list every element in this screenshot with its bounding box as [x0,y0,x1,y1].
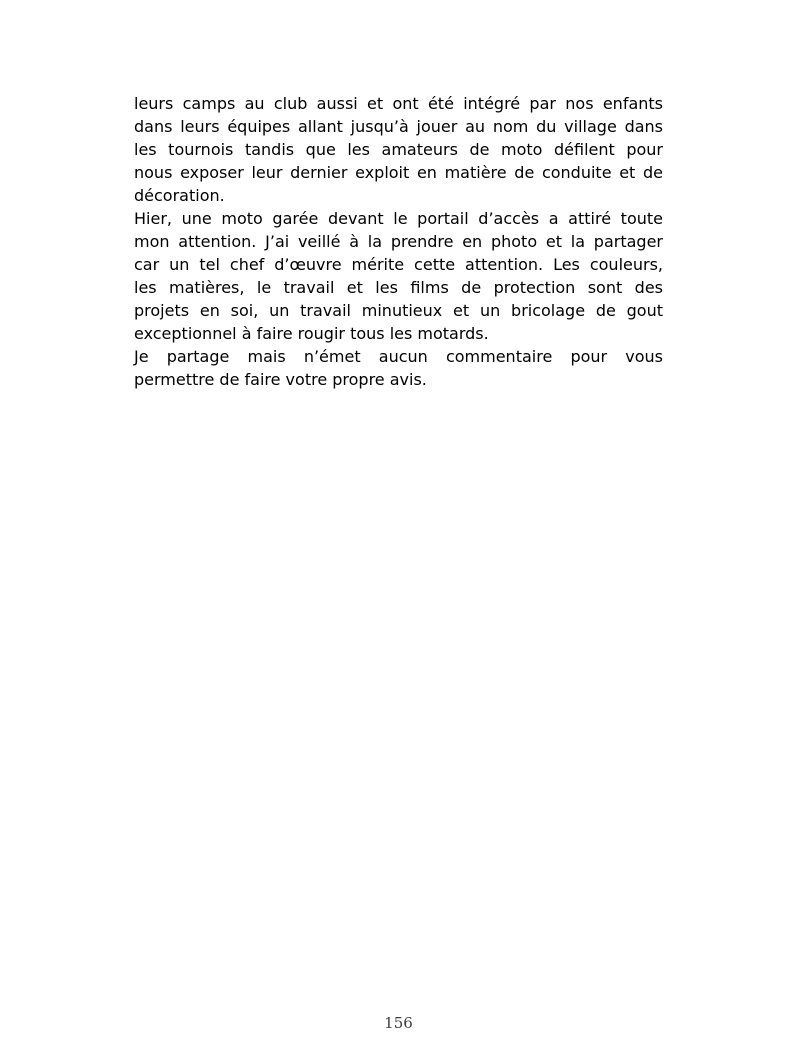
text-line: mon attention. J’ai veillé à la prendre en photo et la partager [134,232,663,251]
text-line: nous exposer leur dernier exploit en matière de conduite et de [134,163,663,182]
paragraph [134,207,663,345]
body-text [134,92,663,391]
paragraph [134,345,663,391]
paragraph [134,92,663,207]
text-line: leurs camps au club aussi et ont été intégré par nos enfants [134,94,663,113]
text-line: dans leurs équipes allant jusqu’à jouer au nom du village dans [134,117,663,136]
text-line: exceptionnel à faire rougir tous les motards. [134,324,489,343]
page-number: 156 [384,1014,413,1032]
text-line: les matières, le travail et les films de protection sont des [134,278,663,297]
text-line: Je partage mais n’émet aucun commentaire pour vous [134,347,663,366]
text-line: projets en soi, un travail minutieux et un bricolage de gout [134,301,663,320]
text-line: car un tel chef d’œuvre mérite cette attention. Les couleurs, [134,255,663,274]
text-line: les tournois tandis que les amateurs de moto défilent pour [134,140,663,159]
text-line: Hier, une moto garée devant le portail d’accès a attiré toute [134,209,663,228]
text-line: permettre de faire votre propre avis. [134,370,427,389]
text-line: décoration. [134,186,225,205]
